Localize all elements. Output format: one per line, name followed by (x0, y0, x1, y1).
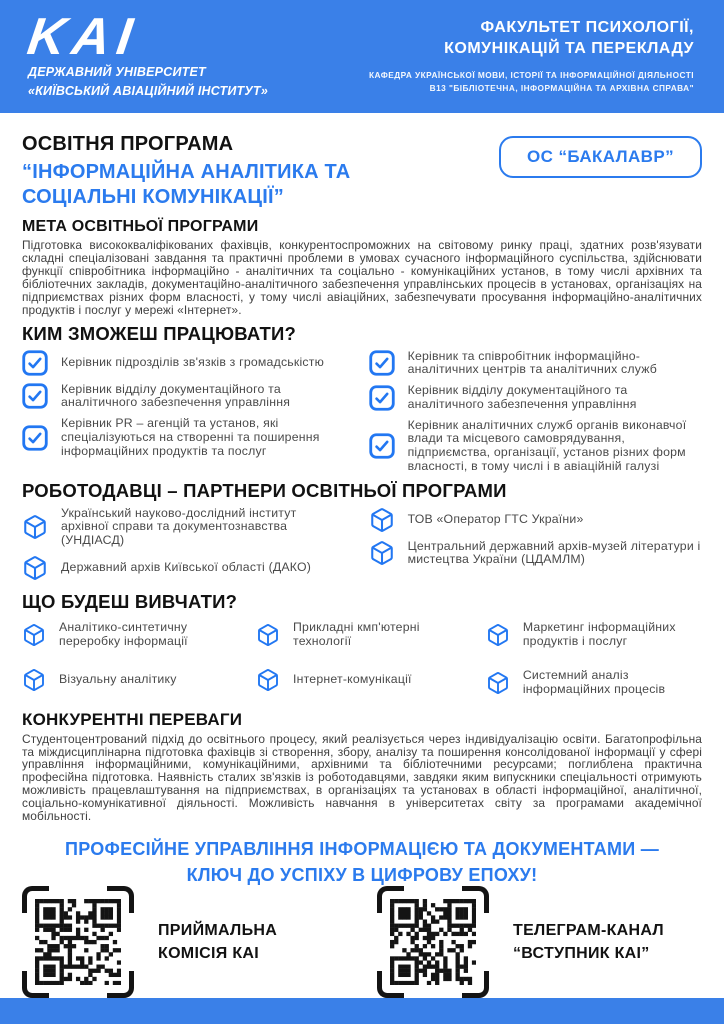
study-item (256, 621, 464, 649)
program-label: ОСВІТНЯ ПРОГРАМА (22, 133, 234, 155)
checkbox-checked-icon (22, 350, 48, 376)
goal-heading: МЕТА ОСВІТНЬОЇ ПРОГРАМИ (22, 217, 259, 235)
qr-label-line-1: ТЕЛЕГРАМ-КАНАЛ (513, 921, 664, 939)
faculty-name-line-1: ФАКУЛЬТЕТ ПСИХОЛОГІЇ, (480, 18, 694, 36)
qr-section (22, 886, 702, 998)
qr-item-telegram (377, 886, 702, 998)
department-line-1: КАФЕДРА УКРАЇНСЬКОЇ МОВИ, ІСТОРІЇ ТА ІНФОРМАЦІЙНОЇ ДІЯЛЬНОСТІ (368, 70, 694, 81)
job-item (369, 384, 702, 412)
box-icon (256, 623, 280, 647)
qr-label-line-1: ПРИЙМАЛЬНА (158, 921, 278, 939)
degree-badge: ОС “БАКАЛАВР” (499, 136, 702, 178)
checkbox-checked-icon (369, 385, 395, 411)
study-item-label: Інтернет-комунікації (293, 671, 412, 686)
cta-line-2: КЛЮЧ ДО УСПІХУ В ЦИФРОВУ ЕПОХУ! (186, 865, 538, 886)
study-item (22, 668, 234, 692)
advantages-body: Студентоцентрований підхід до освітнього процесу, який реалізується через індивідуалізацію освіти. Багатопрофільна та міждисциплінарна підготовка фахівців зі створення, збору, аналізу та поширення консолідованої інформації у сфері управління інформаційними, комунікаційними, архівними та бібліотечними ресурсами; поглиблена практична професійна підготовка. Наявність сталих зв'язків із роботодавцями, завдяки яким випускники спеціальності отримують можливість працевлаштування на підприємствах, в організаціях та установах в області інформаційної, аналітичної, соціально-комунікативної діяльності. Можливість навчання в університетах світу за програмами академічної мобільності. (22, 731, 702, 824)
employer-item-label: ТОВ «Оператор ГТС України» (407, 511, 584, 526)
study-item (486, 668, 702, 699)
job-item-label: Керівник відділу документаційного та аналітичного забезпечення управління (407, 383, 637, 411)
job-item-label: Керівник відділу документаційного та аналітичного забезпечення управління (61, 381, 291, 410)
logo-block (24, 7, 269, 100)
header-right (369, 18, 694, 95)
jobs-list (22, 350, 702, 474)
faculty-name-line-2: КОМУНІКАЦІЙ ТА ПЕРЕКЛАДУ (444, 39, 694, 57)
study-item-label: Візуальну аналітику (59, 671, 177, 686)
job-item (369, 350, 702, 378)
employer-item (22, 555, 343, 581)
job-item (369, 419, 702, 474)
box-icon (22, 668, 46, 692)
employer-item-label: Український науково-дослідний інститут архівної справи та документознавства (УНДІАСД) (61, 505, 297, 548)
job-item-label: Керівник PR – агенцій та установ, які спеціалізуються на створенні та поширення інформаційних продуктів та послуг (61, 416, 320, 458)
qr-code (22, 886, 134, 998)
study-item (256, 668, 464, 692)
employers-heading: РОБОТОДАВЦІ – ПАРТНЕРИ ОСВІТНЬОЇ ПРОГРАМИ (22, 479, 507, 501)
employer-item (369, 540, 702, 568)
qr-label-line-2: КОМІСІЯ КАІ (158, 945, 259, 962)
checkbox-checked-icon (369, 350, 395, 376)
qr-pattern (390, 899, 476, 985)
study-heading: ЩО БУДЕШ ВИВЧАТИ? (22, 591, 238, 613)
study-item (22, 621, 234, 649)
checkbox-checked-icon (22, 383, 48, 409)
employers-list (22, 507, 702, 581)
employer-item (22, 507, 343, 548)
job-item-label: Керівник аналітичних служб органів виконавчої влади та місцевого самоврядування, підприємства, організації, установ різних форм власності, в тому числі і в авіаційній галузі (407, 417, 687, 473)
main-content (0, 133, 724, 889)
box-icon (256, 668, 280, 692)
qr-item-admissions (22, 886, 347, 998)
box-icon (22, 623, 46, 647)
study-list (22, 621, 702, 699)
advantages-heading: КОНКУРЕНТНІ ПЕРЕВАГИ (22, 709, 243, 729)
jobs-heading: КИМ ЗМОЖЕШ ПРАЦЮВАТИ? (22, 322, 297, 344)
goal-body: Підготовка висококваліфікованих фахівців, конкурентоспроможних на світовому ринку праці, здатних розв'язувати складні спеціалізовані завдання та практичні проблеми в умовах сучасного інформаційного суспільства, здійснювати функції співробітника інформаційно - аналітичних та соціально - комунікаційних установ, в тому числі архівних та бібліотечних закладів, документаційно-аналітичного забезпечення управлінських процесів в установах, організаціях на підприємствах різних форм власності, у тому числі авіаційних, забезпечувати просування інформаційно-аналітичних продуктів і послуг у мережі «Інтернет». (22, 237, 702, 317)
job-item (22, 417, 343, 458)
qr-label-line-2: “ВСТУПНИК КАІ” (513, 945, 650, 962)
employer-item-label: Державний архів Київської області (ДАКО) (61, 560, 312, 575)
university-line-1: ДЕРЖАВНИЙ УНІВЕРСИТЕТ (28, 65, 206, 80)
study-item-label: Аналітико-синтетичну переробку інформації (59, 620, 188, 648)
university-line-2: «КИЇВСЬКИЙ АВІАЦІЙНИЙ ІНСТИТУТ» (28, 84, 269, 99)
employer-item (369, 507, 702, 533)
qr-pattern (35, 899, 121, 985)
study-item-label: Системний аналіз інформаційних процесів (522, 668, 666, 697)
program-title: “ІНФОРМАЦІЙНА АНАЛІТИКА ТА СОЦІАЛЬНІ КОМУНІКАЦІЇ” (22, 161, 351, 209)
job-item-label: Керівник та співробітник інформаційно-аналітичних центрів та аналітичних служб (407, 348, 658, 377)
header (0, 0, 724, 113)
box-icon (369, 507, 395, 533)
employer-item-label: Центральний державний архів-музей літератури і мистецтва України (ЦДАМЛМ) (407, 538, 701, 567)
checkbox-checked-icon (22, 425, 48, 451)
program-header (22, 133, 702, 211)
study-item-label: Прикладні кмп'ютерні технології (293, 620, 420, 648)
study-item (486, 621, 702, 649)
box-icon (486, 623, 510, 647)
footer-bar (0, 998, 724, 1024)
box-icon (369, 540, 395, 566)
study-item-label: Маркетинг інформаційних продуктів і послуг (522, 620, 676, 648)
job-item (22, 383, 343, 411)
kai-logo: KAI (24, 7, 143, 66)
checkbox-checked-icon (369, 433, 395, 459)
cta-slogan (22, 836, 702, 888)
box-icon (22, 514, 48, 540)
qr-code (377, 886, 489, 998)
department-line-2: В13 "БІБЛІОТЕЧНА, ІНФОРМАЦІЙНА ТА АРХІВНА СПРАВА" (429, 83, 694, 94)
cta-line-1: ПРОФЕСІЙНЕ УПРАВЛІННЯ ІНФОРМАЦІЄЮ ТА ДОКУМЕНТАМИ — (65, 839, 659, 860)
job-item-label: Керівник підрозділів зв'язків з громадськістю (61, 354, 325, 369)
job-item (22, 350, 343, 376)
box-icon (486, 671, 510, 695)
box-icon (22, 555, 48, 581)
